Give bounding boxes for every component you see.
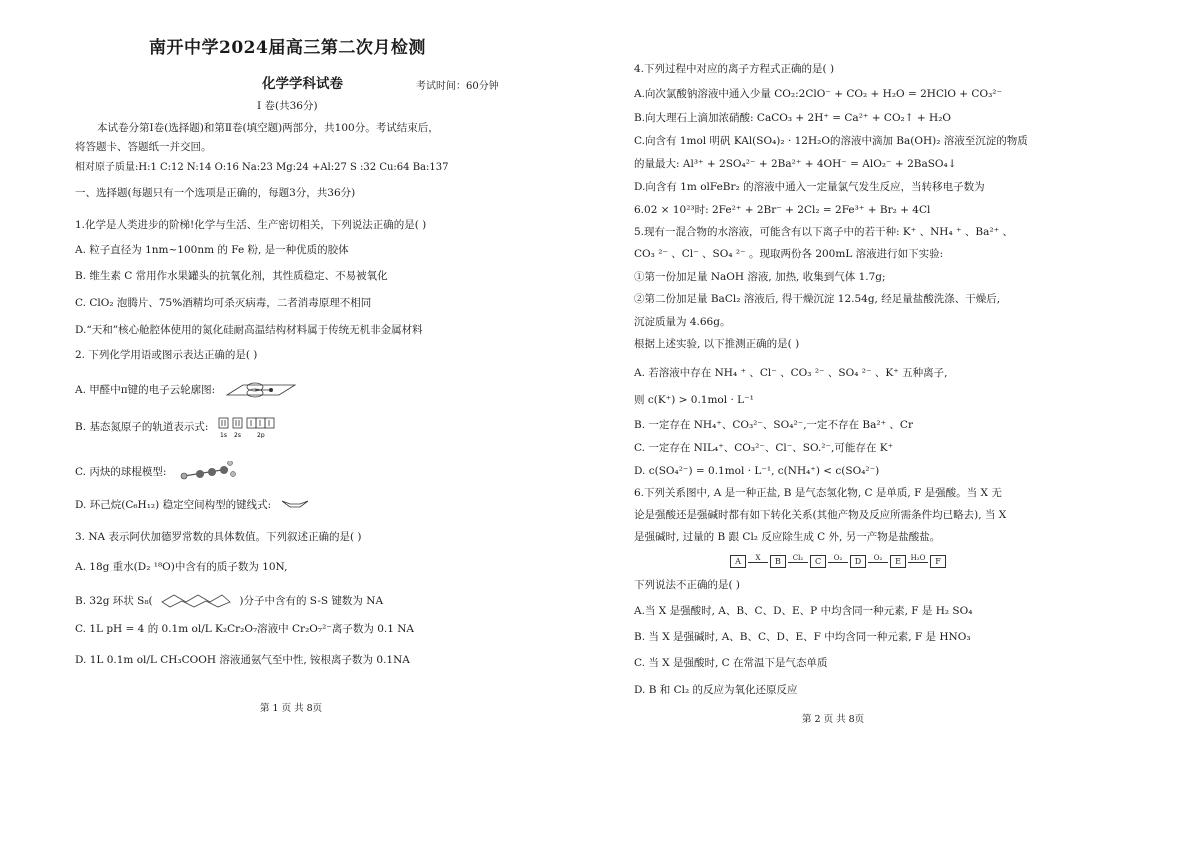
q2-option-a: A. 甲醛中π键的电子云轮廓图: <box>75 384 216 396</box>
q1-stem: 1.化学是人类进步的阶梯!化学与生活、生产密切相关，下列说法正确的是( ) <box>75 219 427 231</box>
q5-line-6: 根据上述实验, 以下推测正确的是( ) <box>634 338 800 350</box>
q5-line-3: ①第一份加足量 NaOH 溶液, 加热, 收集到气体 1.7g; <box>634 271 886 283</box>
q2-option-c-row <box>75 461 236 483</box>
q4-option-c-line2: 的量最大: Al³⁺ + 2SO₄²⁻ + 2Ba²⁺ + 4OH⁻ = AlO₂⁻ + 2BaSO₄↓ <box>634 158 957 170</box>
q5-option-d: D. c(SO₄²⁻) = 0.1mol · L⁻¹, c(NH₄⁺) < c(SO₄²⁻) <box>634 465 880 477</box>
q3-stem: 3. NA 表示阿伏加德罗常数的具体数值。下列叙述正确的是( ) <box>75 531 362 543</box>
q2-option-c: C. 丙炔的球棍模型: <box>75 466 167 478</box>
flow-arrow-x: X <box>748 554 768 563</box>
q5-line-4: ②第二份加足量 BaCl₂ 溶液后, 得干燥沉淀 12.54g, 经足量盐酸洗涤、干燥后, <box>634 293 1001 305</box>
pi-bond-cloud-figure <box>225 381 297 399</box>
instructions: 一、选择题(每题只有一个选项是正确的，每题3分，共36分) <box>75 187 356 199</box>
q5-option-a-line1: A. 若溶液中存在 NH₄ ⁺ 、Cl⁻ 、CO₃ ²⁻ 、SO₄ ²⁻ 、K⁺ 五种离子, <box>634 367 948 379</box>
q5-option-b: B. 一定存在 NH₄⁺、CO₃²⁻、SO₄²⁻,一定不存在 Ba²⁺ 、Cr <box>634 419 913 431</box>
q4-option-a: A.向次氯酸钠溶液中通入少量 CO₂:2ClO⁻ + CO₂ + H₂O = 2HClO + CO₃²⁻ <box>634 88 1003 100</box>
q1-option-d: D.“天和”核心舱腔体使用的氮化硅耐高温结构材料属于传统无机非金属材料 <box>75 324 423 336</box>
flow-node-a: A <box>730 555 746 568</box>
q6-option-c: C. 当 X 是强酸时, C 在常温下是气态单质 <box>634 657 828 669</box>
q5-line-5: 沉淀质量为 4.66g。 <box>634 316 731 328</box>
q6-line-2: 论是强酸还是强碱时都有如下转化关系(其他产物及反应所需条件均已略去), 当 X <box>634 509 1007 521</box>
page-1 <box>75 0 545 849</box>
q6-option-d: D. B 和 Cl₂ 的反应为氧化还原反应 <box>634 684 798 696</box>
q1-option-c: C. ClO₂ 泡腾片、75%酒精均可杀灭病毒，二者消毒原理不相同 <box>75 297 372 309</box>
q2-option-d: D. 环己烷(C₆H₁₂) 稳定空间构型的键线式: <box>75 499 272 511</box>
q6-option-a: A.当 X 是强酸时, A、B、C、D、E、P 中均含同一种元素, F 是 H₂ SO₄ <box>634 605 973 617</box>
q3-option-b-row <box>75 592 383 610</box>
flow-node-b: B <box>770 555 786 568</box>
flow-node-f: F <box>930 555 946 568</box>
propyne-ball-stick-figure <box>176 461 236 483</box>
q3-option-b-part1: B. 32g 环状 S₈( <box>75 595 153 607</box>
q6-line-4: 下列说法不正确的是( ) <box>634 579 741 591</box>
intro-line-2: 将答题卡、答题纸一并交回。 <box>75 141 212 153</box>
q4-option-b: B.向大理石上滴加浓硝酸: CaCO₃ + 2H⁺ = Ca²⁺ + CO₂↑ + H₂O <box>634 112 952 124</box>
flow-node-e: E <box>890 555 906 568</box>
q3-option-a: A. 18g 重水(D₂ ¹⁸O)中含有的质子数为 10N, <box>75 561 288 573</box>
cyclohexane-chair-figure <box>280 498 310 512</box>
q5-line-1: 5.现有一混合物的水溶液，可能含有以下离子中的若干种: K⁺ 、NH₄ ⁺ 、Ba²⁺ 、 <box>634 226 1013 238</box>
q2-option-b-row <box>75 416 278 438</box>
conversion-flow-diagram <box>729 554 947 568</box>
flow-node-d: D <box>850 555 866 568</box>
q4-option-d-line1: D.向含有 1m olFeBr₂ 的溶液中通入一定量氯气发生反应，当转移电子数为 <box>634 181 985 193</box>
q5-option-a-line2: 则 c(K⁺) > 0.1mol · L⁻¹ <box>634 394 754 406</box>
q6-line-1: 6.下列关系图中, A 是一种正盐, B 是气态氢化物, C 是单质, F 是强酸。当 X 无 <box>634 487 1002 499</box>
q5-option-c: C. 一定存在 NIL₄⁺、CO₃²⁻、Cl⁻、SO.²⁻,可能存在 K⁺ <box>634 442 894 454</box>
orbital-label-2s: 2s <box>233 432 241 438</box>
page-footer-1: 第 1 页 共 8页 <box>260 703 323 714</box>
s8-ring-figure <box>156 592 236 610</box>
subject-title: 化学学科试卷 <box>262 76 343 92</box>
flow-arrow-o2-2: O₂ <box>868 554 888 563</box>
exam-title: 南开中学2024届高三第二次月检测 <box>149 38 426 58</box>
q2-stem: 2. 下列化学用语或图示表达正确的是( ) <box>75 349 258 361</box>
q4-option-c-line1: C.向含有 1mol 明矾 KAl(SO₄)₂ · 12H₂O的溶液中滴加 Ba(OH)₂ 溶液至沉淀的物质 <box>634 135 1028 147</box>
flow-arrow-o2-1: O₂ <box>828 554 848 563</box>
flow-arrow-cl2: Cl₂ <box>788 554 808 563</box>
q6-option-b: B. 当 X 是强碱时, A、B、C、D、E、F 中均含同一种元素, F 是 HNO₃ <box>634 631 971 643</box>
exam-time: 考试时间：60分钟 <box>416 81 499 92</box>
flow-node-c: C <box>810 555 826 568</box>
q4-stem: 4.下列过程中对应的离子方程式正确的是( ) <box>634 63 835 75</box>
flow-arrow-h2o: H₂O <box>908 554 928 563</box>
orbital-label-2p: 2p <box>256 432 265 438</box>
q3-option-b-part2: )分子中含有的 S-S 键数为 NA <box>239 595 384 607</box>
q3-option-d: D. 1L 0.1m ol/L CH₃COOH 溶液通氨气至中性, 铵根离子数为 0.1NA <box>75 654 410 666</box>
q1-option-b: B. 维生素 C 常用作水果罐头的抗氧化剂，其性质稳定、不易被氧化 <box>75 270 388 282</box>
page-footer-2: 第 2 页 共 8页 <box>802 714 865 725</box>
q1-option-a: A. 粒子直径为 1nm~100nm 的 Fe 粉, 是一种优质的胶体 <box>75 244 349 256</box>
intro-line-1: 本试卷分第Ⅰ卷(选择题)和第Ⅱ卷(填空题)两部分，共100分。考试结束后， <box>97 122 439 134</box>
q2-option-d-row <box>75 498 310 512</box>
atomic-masses: 相对原子质量:H:1 C:12 N:14 O:16 Na:23 Mg:24 +Al:27 S :32 Cu:64 Ba:137 <box>75 162 449 173</box>
q2-option-b: B. 基态氮原子的轨道表示式: <box>75 421 209 433</box>
section-heading: I 卷(共36分) <box>257 100 318 112</box>
page-2 <box>634 0 1104 849</box>
q2-option-a-row <box>75 381 297 399</box>
orbital-label-1s: 1s <box>219 432 227 438</box>
q5-line-2: CO₃ ²⁻ 、Cl⁻ 、SO₄ ²⁻ 。现取两份各 200mL 溶液进行如下实验: <box>634 248 944 260</box>
orbital-diagram-figure <box>218 416 278 438</box>
q4-option-d-line2: 6.02 × 10²³时: 2Fe²⁺ + 2Br⁻ + 2Cl₂ = 2Fe³⁺ + Br₂ + 4Cl <box>634 204 931 216</box>
q6-line-3: 是强碱时, 过量的 B 跟 Cl₂ 反应除生成 C 外, 另一产物是盐酸盐。 <box>634 531 941 543</box>
q3-option-c: C. 1L pH = 4 的 0.1m ol/L K₂Cr₂O₇溶液中 Cr₂O₇²⁻离子数为 0.1 NA <box>75 623 414 635</box>
